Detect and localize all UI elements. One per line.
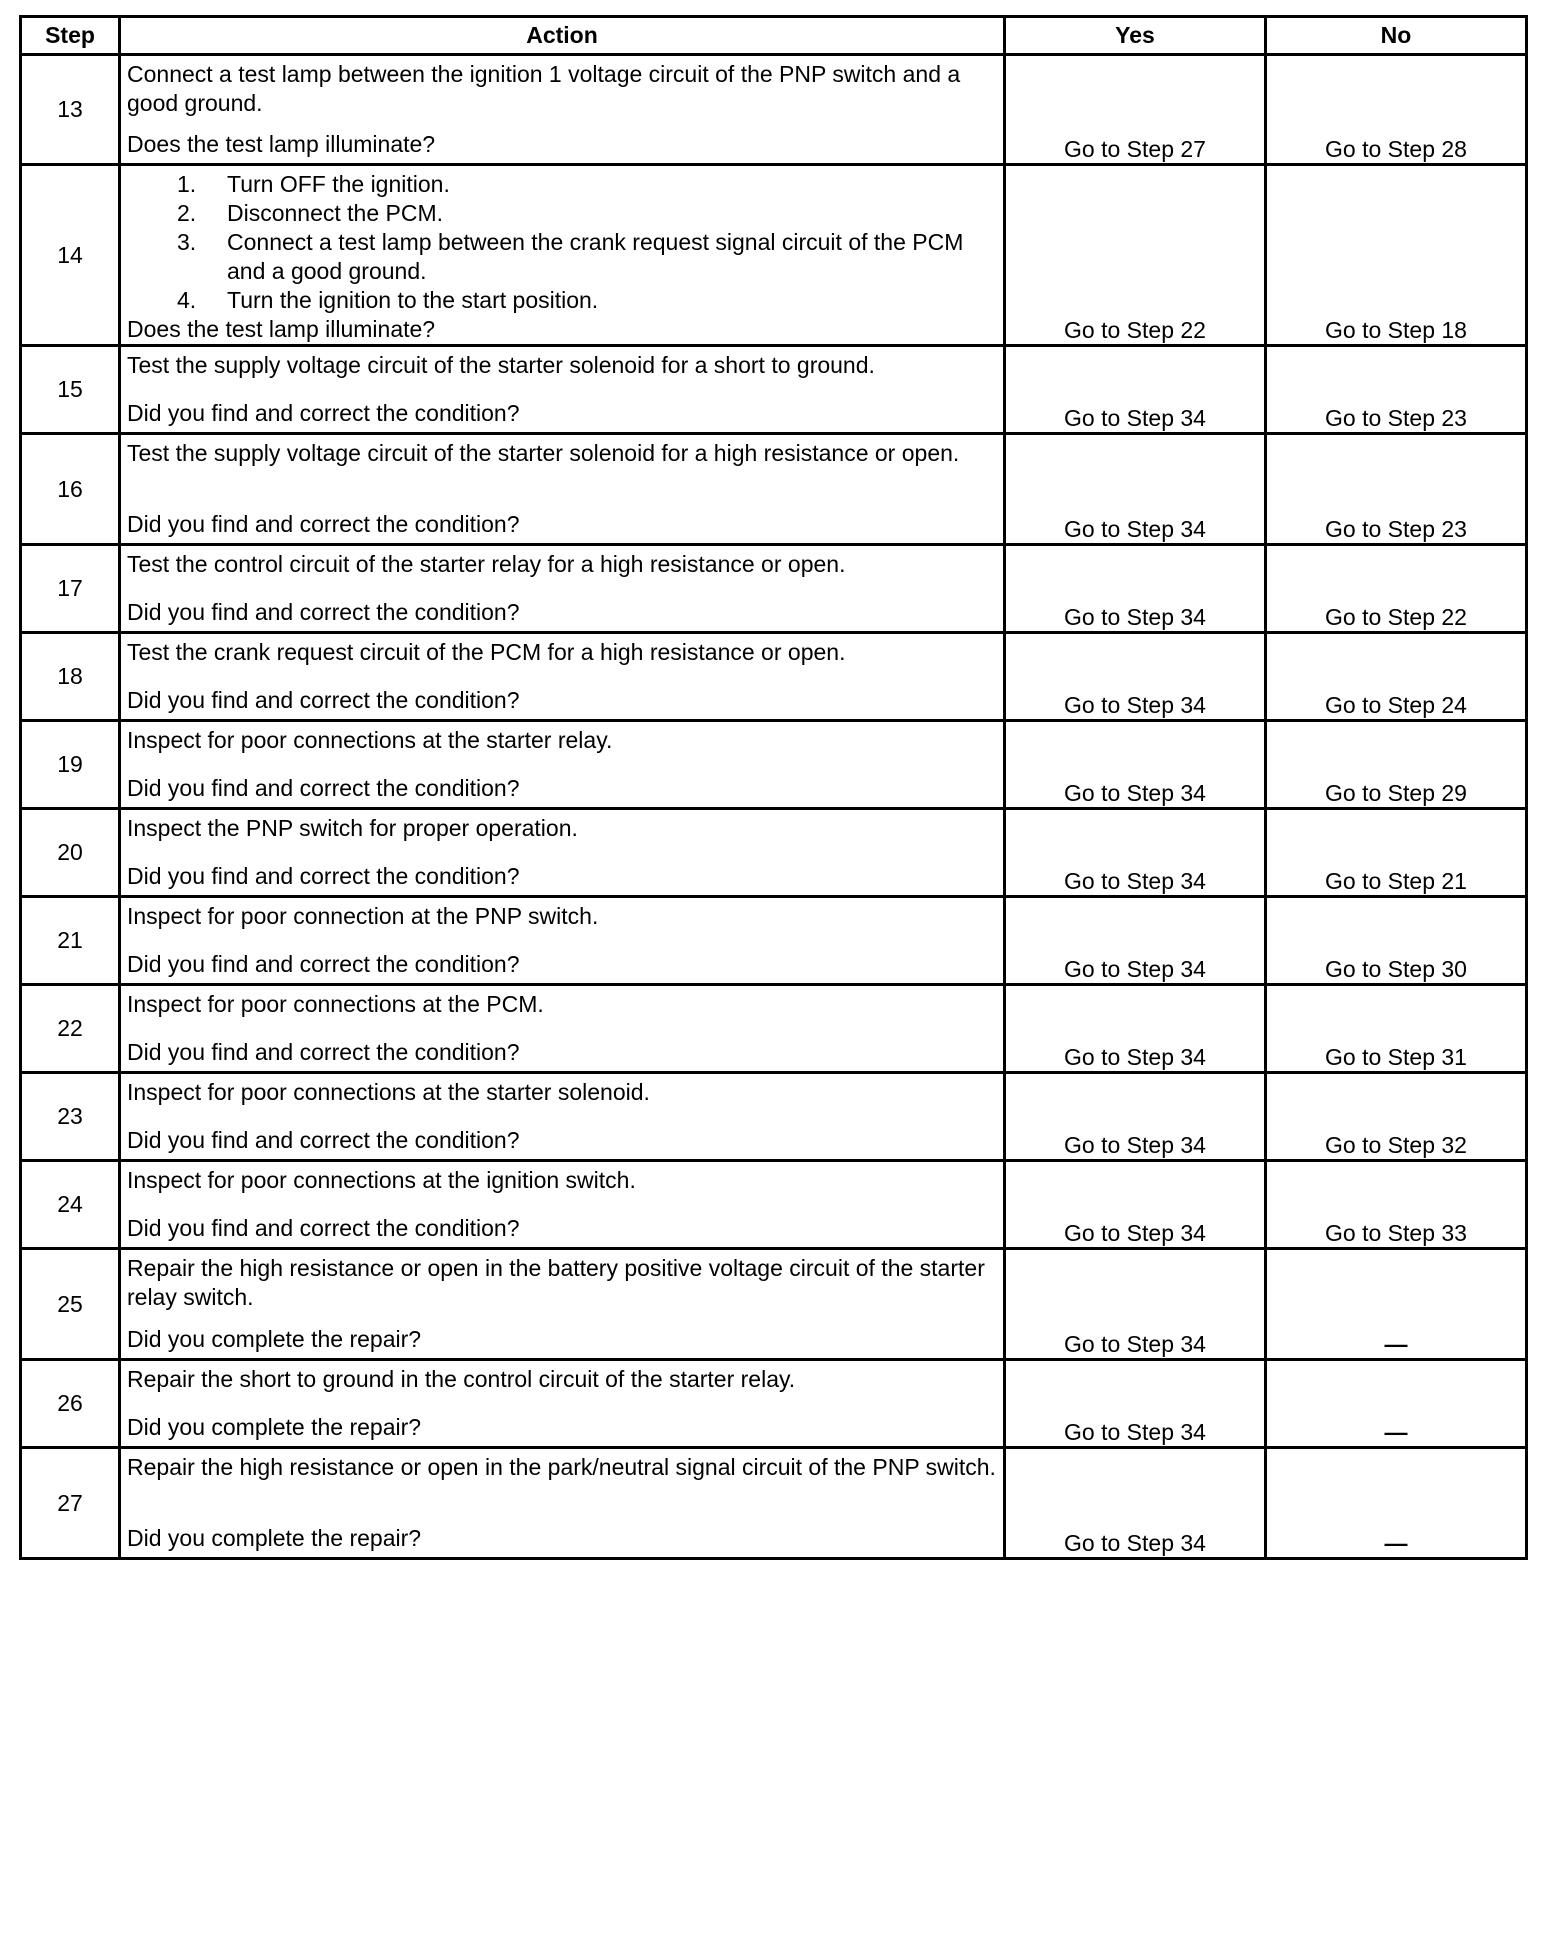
table-row xyxy=(21,1161,1527,1249)
action-cell xyxy=(120,1161,1005,1249)
table-row xyxy=(21,1073,1527,1161)
no-result: Go to Step 18 xyxy=(1266,165,1527,346)
action-instruction: Inspect the PNP switch for proper operation. xyxy=(127,815,578,841)
table-row xyxy=(21,1360,1527,1448)
yes-result: Go to Step 34 xyxy=(1005,897,1266,985)
yes-result: Go to Step 34 xyxy=(1005,985,1266,1073)
no-result: — xyxy=(1266,1448,1527,1559)
yes-result: Go to Step 34 xyxy=(1005,721,1266,809)
action-instruction: Repair the high resistance or open in the battery positive voltage circuit of the starter relay switch. xyxy=(127,1255,985,1310)
header-action: Action xyxy=(120,17,1005,55)
action-instruction: Inspect for poor connections at the starter relay. xyxy=(127,727,613,753)
yes-result: Go to Step 34 xyxy=(1005,633,1266,721)
table-row xyxy=(21,434,1527,545)
action-question: Did you find and correct the condition? xyxy=(127,863,520,889)
action-instruction: Inspect for poor connections at the ignition switch. xyxy=(127,1167,636,1193)
action-cell xyxy=(120,1073,1005,1161)
action-cell xyxy=(120,809,1005,897)
procedure-list-text: Turn the ignition to the start position. xyxy=(227,287,599,313)
step-number: 19 xyxy=(21,721,120,809)
action-instruction: Repair the high resistance or open in the park/neutral signal circuit of the PNP switch. xyxy=(127,1454,996,1480)
yes-result: Go to Step 27 xyxy=(1005,55,1266,165)
yes-result: Go to Step 34 xyxy=(1005,1448,1266,1559)
yes-result: Go to Step 34 xyxy=(1005,346,1266,434)
action-cell xyxy=(120,545,1005,633)
table-body xyxy=(21,55,1527,1559)
action-instruction: Repair the short to ground in the control circuit of the starter relay. xyxy=(127,1366,796,1392)
no-result: Go to Step 22 xyxy=(1266,545,1527,633)
action-question: Did you complete the repair? xyxy=(127,1326,422,1352)
diagnostic-table-sheet xyxy=(19,15,1525,1560)
step-number: 18 xyxy=(21,633,120,721)
no-result: Go to Step 32 xyxy=(1266,1073,1527,1161)
step-number: 20 xyxy=(21,809,120,897)
step-number: 15 xyxy=(21,346,120,434)
action-question: Did you find and correct the condition? xyxy=(127,775,520,801)
action-question: Did you find and correct the condition? xyxy=(127,951,520,977)
yes-result: Go to Step 34 xyxy=(1005,1360,1266,1448)
procedure-list-text: Disconnect the PCM. xyxy=(227,200,444,226)
step-number: 24 xyxy=(21,1161,120,1249)
procedure-list-number: 2. xyxy=(177,200,197,226)
procedure-list-item xyxy=(177,286,997,315)
action-instruction: Test the supply voltage circuit of the starter solenoid for a short to ground. xyxy=(127,352,875,378)
yes-result: Go to Step 34 xyxy=(1005,434,1266,545)
diagnostic-table xyxy=(19,15,1528,1560)
no-result: Go to Step 21 xyxy=(1266,809,1527,897)
header-step: Step xyxy=(21,17,120,55)
no-result: — xyxy=(1266,1249,1527,1360)
action-cell xyxy=(120,434,1005,545)
action-instruction: Inspect for poor connections at the PCM. xyxy=(127,991,544,1017)
action-question: Did you find and correct the condition? xyxy=(127,511,520,537)
action-question: Does the test lamp illuminate? xyxy=(127,316,436,342)
action-cell xyxy=(120,1360,1005,1448)
action-cell xyxy=(120,633,1005,721)
action-instruction: Inspect for poor connection at the PNP switch. xyxy=(127,903,599,929)
step-number: 16 xyxy=(21,434,120,545)
yes-result: Go to Step 22 xyxy=(1005,165,1266,346)
procedure-list-number: 3. xyxy=(177,229,197,255)
step-number: 14 xyxy=(21,165,120,346)
table-row xyxy=(21,721,1527,809)
header-no: No xyxy=(1266,17,1527,55)
procedure-list xyxy=(127,170,997,315)
no-result: Go to Step 29 xyxy=(1266,721,1527,809)
no-result: Go to Step 23 xyxy=(1266,346,1527,434)
step-number: 23 xyxy=(21,1073,120,1161)
step-number: 13 xyxy=(21,55,120,165)
header-yes: Yes xyxy=(1005,17,1266,55)
table-row xyxy=(21,897,1527,985)
action-question: Did you find and correct the condition? xyxy=(127,1039,520,1065)
step-number: 22 xyxy=(21,985,120,1073)
table-row xyxy=(21,1448,1527,1559)
action-cell xyxy=(120,346,1005,434)
table-row xyxy=(21,165,1527,346)
action-question: Did you complete the repair? xyxy=(127,1414,422,1440)
action-cell xyxy=(120,985,1005,1073)
table-row xyxy=(21,809,1527,897)
table-row xyxy=(21,633,1527,721)
yes-result: Go to Step 34 xyxy=(1005,545,1266,633)
no-result: Go to Step 28 xyxy=(1266,55,1527,165)
procedure-list-text: Turn OFF the ignition. xyxy=(227,171,450,197)
yes-result: Go to Step 34 xyxy=(1005,1249,1266,1360)
action-instruction: Test the supply voltage circuit of the starter solenoid for a high resistance or open. xyxy=(127,440,960,466)
action-cell xyxy=(120,1448,1005,1559)
step-number: 25 xyxy=(21,1249,120,1360)
yes-result: Go to Step 34 xyxy=(1005,1073,1266,1161)
procedure-list-number: 1. xyxy=(177,171,197,197)
action-cell xyxy=(120,55,1005,165)
action-cell xyxy=(120,721,1005,809)
no-result: Go to Step 33 xyxy=(1266,1161,1527,1249)
yes-result: Go to Step 34 xyxy=(1005,1161,1266,1249)
action-question: Does the test lamp illuminate? xyxy=(127,131,436,157)
procedure-list-number: 4. xyxy=(177,287,197,313)
step-number: 26 xyxy=(21,1360,120,1448)
action-instruction: Connect a test lamp between the ignition 1 voltage circuit of the PNP switch and a good ground. xyxy=(127,61,961,116)
action-instruction: Inspect for poor connections at the starter solenoid. xyxy=(127,1079,650,1105)
header-row xyxy=(21,17,1527,55)
action-question: Did you find and correct the condition? xyxy=(127,1215,520,1241)
procedure-list-item xyxy=(177,199,997,228)
action-question: Did you find and correct the condition? xyxy=(127,400,520,426)
action-instruction: Test the control circuit of the starter relay for a high resistance or open. xyxy=(127,551,846,577)
action-question: Did you complete the repair? xyxy=(127,1525,422,1551)
table-row xyxy=(21,545,1527,633)
no-result: Go to Step 31 xyxy=(1266,985,1527,1073)
yes-result: Go to Step 34 xyxy=(1005,809,1266,897)
action-question: Did you find and correct the condition? xyxy=(127,599,520,625)
step-number: 17 xyxy=(21,545,120,633)
no-result: — xyxy=(1266,1360,1527,1448)
table-row xyxy=(21,985,1527,1073)
no-result: Go to Step 24 xyxy=(1266,633,1527,721)
table-row xyxy=(21,346,1527,434)
action-cell xyxy=(120,897,1005,985)
procedure-list-item xyxy=(177,228,997,286)
action-question: Did you find and correct the condition? xyxy=(127,1127,520,1153)
step-number: 27 xyxy=(21,1448,120,1559)
action-question: Did you find and correct the condition? xyxy=(127,687,520,713)
procedure-list-item xyxy=(177,170,997,199)
action-instruction: Test the crank request circuit of the PCM for a high resistance or open. xyxy=(127,639,846,665)
action-cell xyxy=(120,1249,1005,1360)
no-result: Go to Step 23 xyxy=(1266,434,1527,545)
procedure-list-text: Connect a test lamp between the crank request signal circuit of the PCM and a good ground. xyxy=(227,229,964,284)
table-row xyxy=(21,55,1527,165)
action-cell xyxy=(120,165,1005,346)
step-number: 21 xyxy=(21,897,120,985)
table-row xyxy=(21,1249,1527,1360)
no-result: Go to Step 30 xyxy=(1266,897,1527,985)
